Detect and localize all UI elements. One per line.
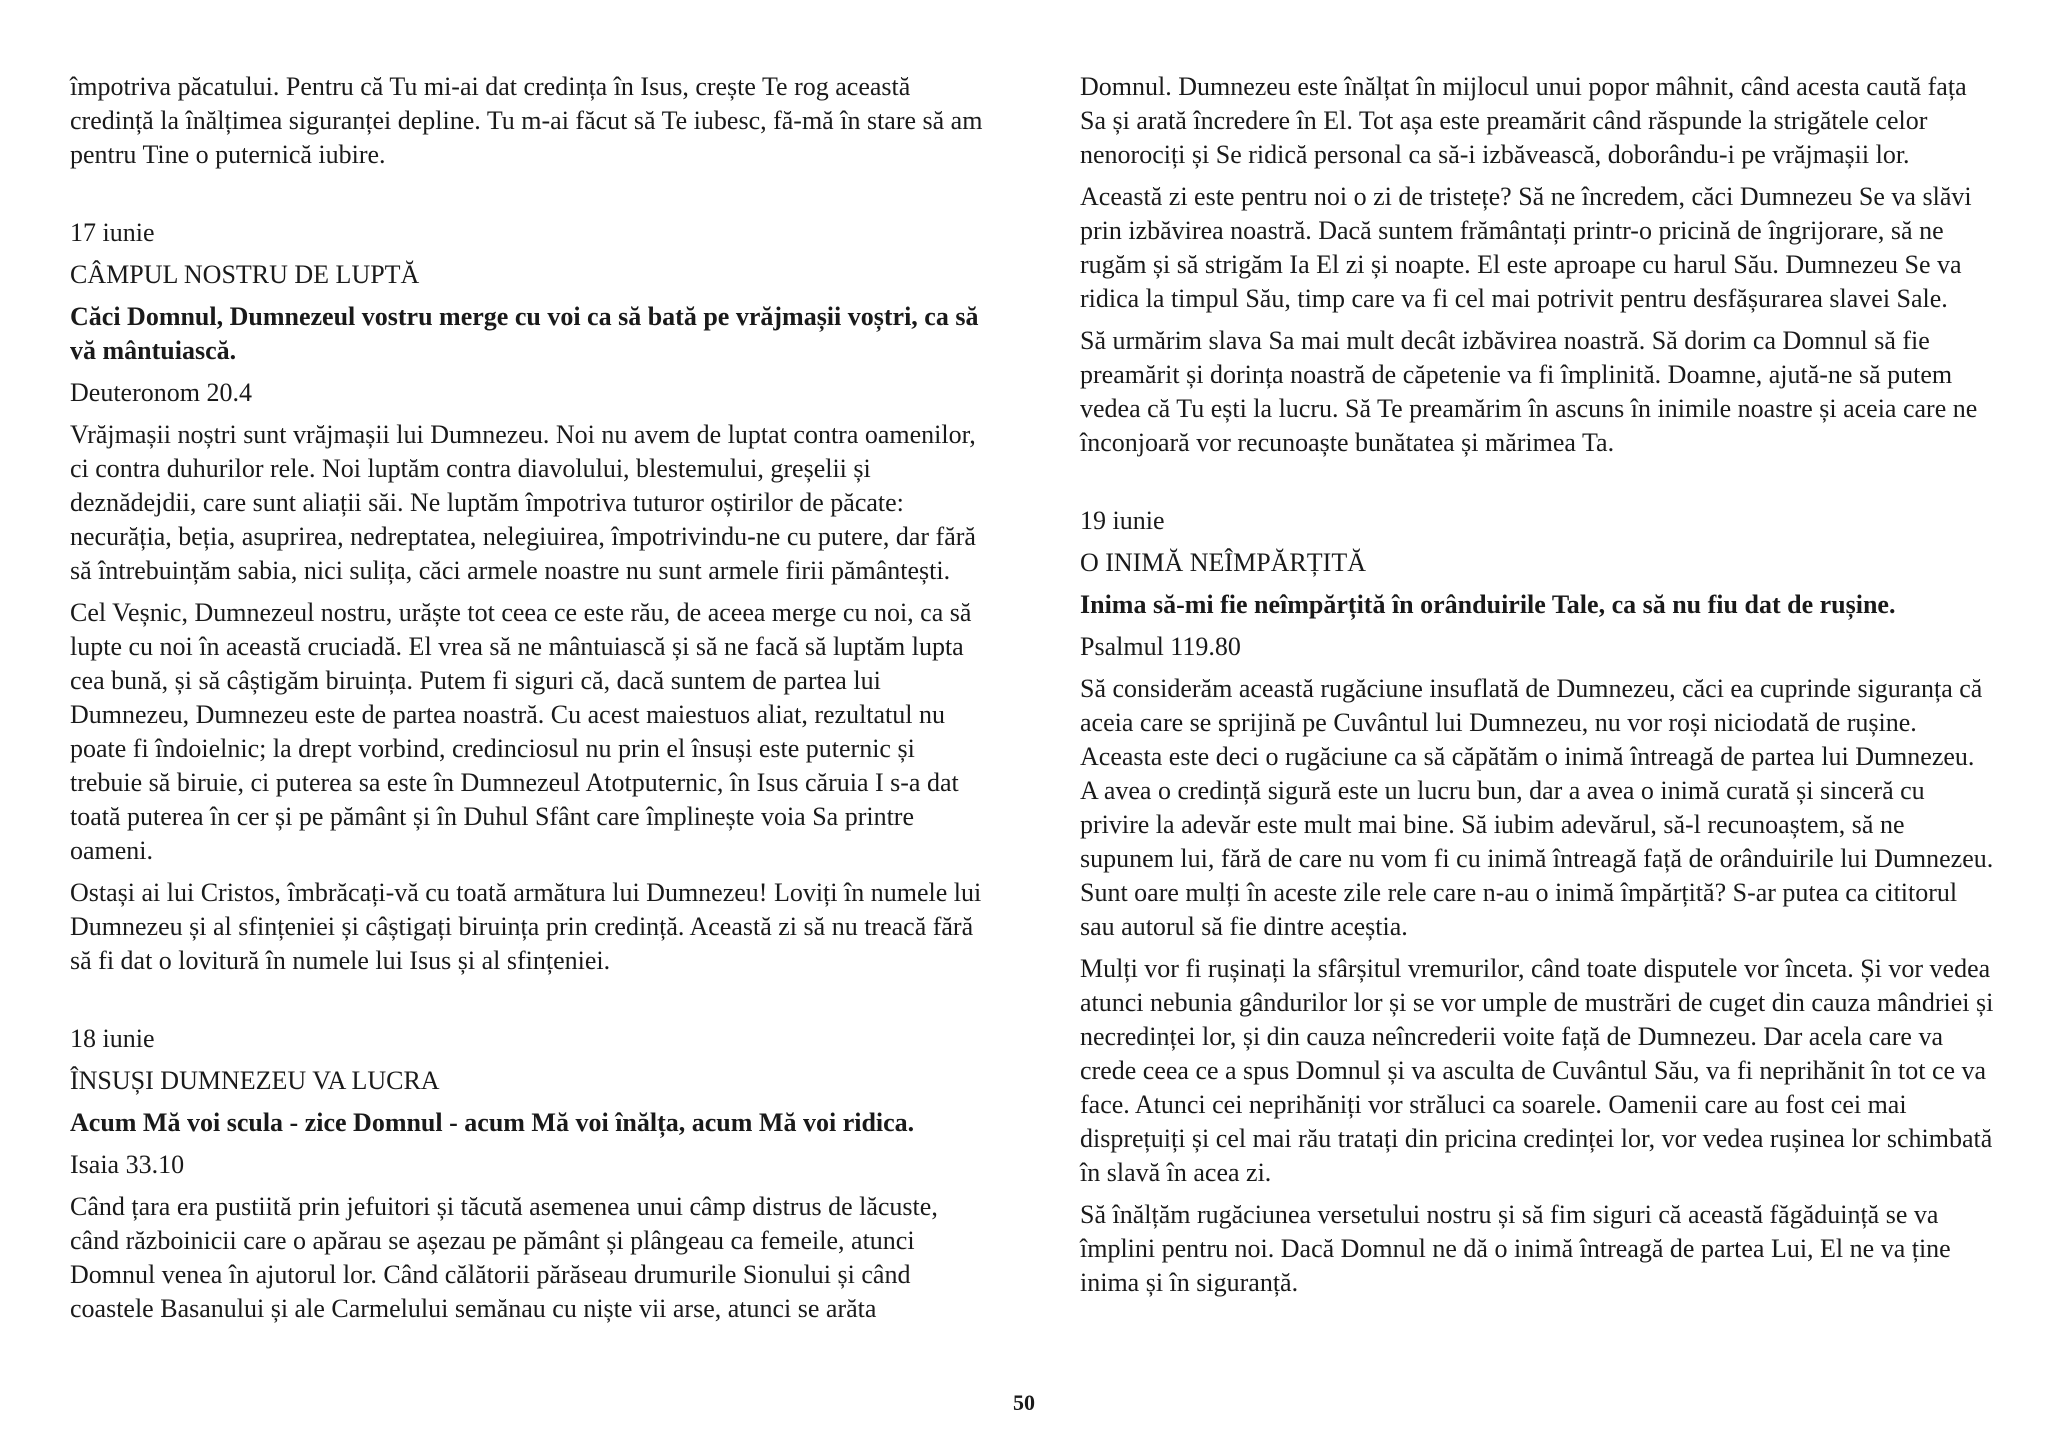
paragraph: Să considerăm această rugăciune insuflată de Dumnezeu, căci ea cuprinde siguranța că aceia care se sprijină pe Cuvântul lui Dumnezeu, nu vor roși niciodată de rușine. Aceasta este deci o rugăciune ca să căpătăm o inimă întreagă de partea lui Dumnezeu. A avea o credință sigură este un lucru bun, dar a avea o inimă curată și sinceră cu privire la adevăr este mult mai bine. Să iubim adevărul, să-l recunoaștem, să ne supunem lui, fără de care nu vom fi cu inimă întreagă față de orânduirile lui Dumnezeu. Sunt oare mulți în aceste zile rele care n-au o inimă împărțită? S-ar putea ca cititorul sau autorul să fie dintre aceștia. bbox=[1080, 674, 1994, 941]
entry-title: CÂMPUL NOSTRU DE LUPTĂ bbox=[70, 260, 420, 289]
entry-date: 18 iunie bbox=[70, 1024, 155, 1053]
paragraph: Când țara era pustiită prin jefuitori și tăcută asemenea unui câmp distrus de lăcuste, când războinicii care o apărau se așezau pe pământ și plângeau ca femeile, atunci Domnul venea în ajutorul lor. Când călătorii părăseau drumurile Sionului și când coastele Basanului și ale Carmelului semănau cu niște vii arse, atunci se arăta bbox=[70, 1192, 938, 1323]
left-page bbox=[70, 70, 990, 1334]
paragraph: Vrăjmașii noștri sunt vrăjmașii lui Dumnezeu. Noi nu avem de luptat contra oamenilor, ci contra duhurilor rele. Noi luptăm contra diavolului, blestemului, greșelii și deznădejdii, care sunt aliații săi. Ne luptăm împotriva tuturor oștirilor de păcate: necurăția, beția, asuprirea, nedreptatea, nelegiuirea, împotrivindu-ne cu putere, dar fără să întrebuințăm sabia, nici sulița, căci armele noastre nu sunt armele firii pământești. bbox=[70, 420, 976, 585]
entry-verse: Acum Mă voi scula - zice Domnul - acum Mă voi înălța, acum Mă voi ridica. bbox=[70, 1108, 915, 1137]
paragraph: Să înălțăm rugăciunea versetului nostru și să fim siguri că această făgăduință se va împlini pentru noi. Dacă Domnul ne dă o inimă întreagă de partea Lui, El ne va ține inima și în siguranță. bbox=[1080, 1200, 1951, 1297]
paragraph: Domnul. Dumnezeu este înălțat în mijlocul unui popor mâhnit, când acesta caută fața Sa și arată încredere în El. Tot așa este preamărit când răspunde la strigătele celor nenorociți și Se ridică personal ca să-i izbăvească, doborându-i pe vrăjmașii lor. bbox=[1080, 72, 1967, 169]
entry-date: 19 iunie bbox=[1080, 506, 1165, 535]
entry-date: 17 iunie bbox=[70, 218, 155, 247]
devotional-entry-19-iunie bbox=[1080, 504, 1995, 1300]
paragraph: Să urmărim slava Sa mai mult decât izbăvirea noastră. Să dorim ca Domnul să fie preamărit și dorința noastră de căpetenie va fi împlinită. Doamne, ajută-ne să putem vedea că Tu ești la lucru. Să Te preamărim în ascuns în inimile noastre și aceia care ne înconjoară vor recunoaște bunătatea și mărimea Ta. bbox=[1080, 326, 1978, 457]
paragraph: Mulți vor fi rușinați la sfârșitul vremurilor, când toate disputele vor înceta. Și vor vedea atunci nebunia gândurilor lor și se vor umple de mustrări de cuget din cauza mândriei și necredinței lor, și din cauza neîncrederii voite față de Dumnezeu. Dar acela care va crede ceea ce a spus Domnul și va asculta de Cuvântul Său, va fi neprihănit în tot ce va face. Atunci cei neprihăniți vor străluci ca soarele. Oamenii care au fost cei mai disprețuiți și cel mai rău tratați din pricina credinței lor, vor vedea rușinea lor schimbată în slavă în acea zi. bbox=[1080, 954, 1994, 1187]
page-number: 50 bbox=[1013, 1390, 1035, 1415]
entry-title: O INIMĂ NEÎMPĂRȚITĂ bbox=[1080, 548, 1366, 577]
paragraph: Această zi este pentru noi o zi de tristețe? Să ne încredem, căci Dumnezeu Se va slăvi prin izbăvirea noastră. Dacă suntem frământați printr-o pricină de îngrijorare, să ne rugăm și să strigăm Ia El zi și noapte. El este aproape cu harul Său. Dumnezeu Se va ridica la timpul Său, timp care va fi cel mai potrivit pentru desfășurarea slavei Sale. bbox=[1080, 182, 1972, 313]
entry-reference: Psalmul 119.80 bbox=[1080, 632, 1241, 661]
entry-reference: Isaia 33.10 bbox=[70, 1150, 185, 1179]
right-page bbox=[1080, 70, 1995, 1308]
paragraph: Cel Veșnic, Dumnezeul nostru, urăște tot ceea ce este rău, de aceea merge cu noi, ca să lupte cu noi în această cruciadă. El vrea să ne mântuiască și să ne facă să luptăm lupta cea bună, și să câștigăm biruința. Putem fi siguri că, dacă suntem de partea lui Dumnezeu, Dumnezeu este de partea noastră. Cu acest maiestuos aliat, rezultatul nu poate fi îndoielnic; la drept vorbind, credinciosul nu prin el însuși este puternic și trebuie să biruie, ci puterea sa este în Dumnezeul Atotputernic, în Isus căruia I s-a dat toată puterea în cer și pe pământ și în Duhul Sfânt care împlinește voia Sa printre oameni. bbox=[70, 598, 972, 865]
entry-verse: Inima să-mi fie neîmpărțită în orânduirile Tale, ca să nu fiu dat de rușine. bbox=[1080, 590, 1896, 619]
devotional-entry-17-iunie bbox=[70, 216, 990, 978]
entry-verse: Căci Domnul, Dumnezeul vostru merge cu voi ca să bată pe vrăjmașii voștri, ca să vă mântuiască. bbox=[70, 302, 979, 365]
paragraph: împotriva păcatului. Pentru că Tu mi-ai dat credința în Isus, crește Te rog această credință la înălțimea siguranței depline. Tu m-ai făcut să Te iubesc, fă-mă în stare să am pentru Tine o puternică iubire. bbox=[70, 72, 983, 169]
devotional-entry-18-iunie bbox=[70, 1022, 990, 1326]
paragraph: Ostași ai lui Cristos, îmbrăcați-vă cu toată armătura lui Dumnezeu! Loviți în numele lui Dumnezeu și al sfințeniei și câștigați biruința prin credință. Această zi să nu treacă fără să fi dat o lovitură în numele lui Isus și al sfințeniei. bbox=[70, 878, 982, 975]
entry-reference: Deuteronom 20.4 bbox=[70, 378, 252, 407]
entry-title: ÎNSUȘI DUMNEZEU VA LUCRA bbox=[70, 1066, 440, 1095]
